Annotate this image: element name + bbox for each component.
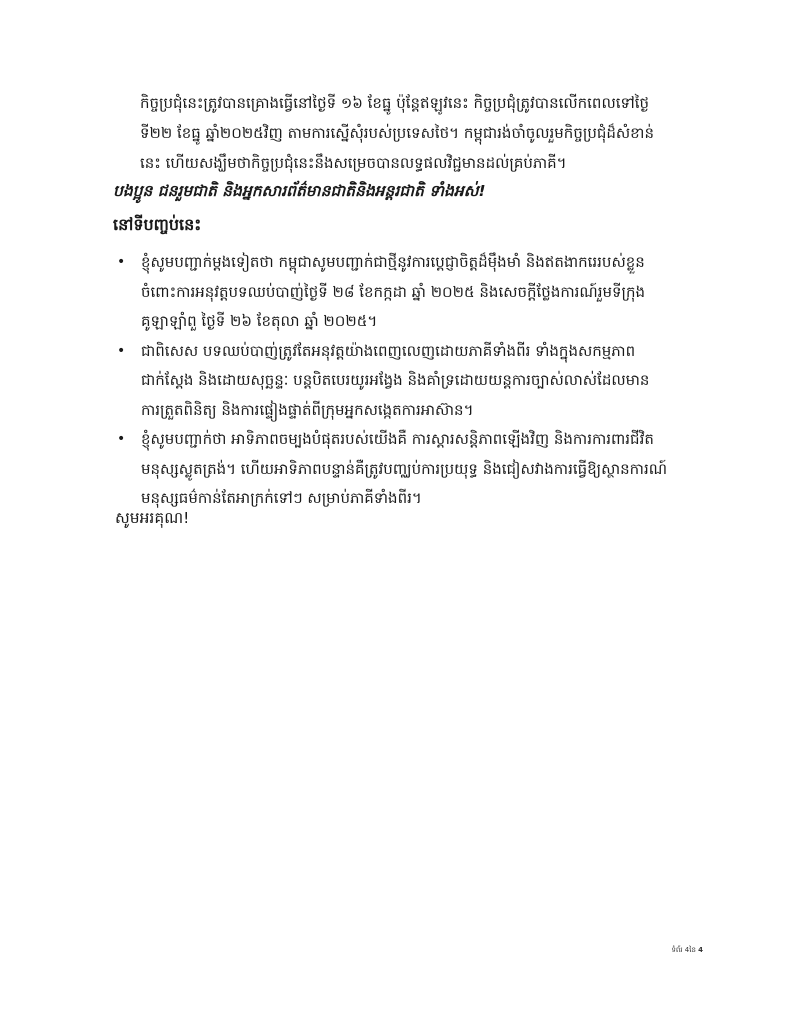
closing-thanks: សូមអរគុណ!	[115, 509, 190, 527]
bullet-item	[113, 337, 718, 426]
bullet-line: គូឡាឡាំពួ ថ្ងៃទី ២៦ ខែតុលា ឆ្នាំ ២០២៥។	[141, 312, 378, 330]
intro-paragraph	[140, 88, 715, 178]
intro-line: កិច្ចប្រជុំនេះត្រូវបានគ្រោងធ្វើនៅថ្ងៃទី ១៦ ខែធ្នូ ប៉ុន្តែឥឡូវនេះ កិច្ចប្រជុំត្រូវបានលើកពេលទៅថ្ងៃ	[140, 94, 650, 112]
bullet-line: ខ្ញុំសូមបញ្ជាក់ថា អាទិភាពចម្បងបំផុតរបស់យើងគឺ ការស្តារសន្តិភាពឡើងវិញ និងការការពារជីវិត	[141, 430, 654, 448]
bullet-line: ជាពិសេស បទឈប់បាញ់ត្រូវតែអនុវត្តយ៉ាងពេញលេញដោយភាគីទាំងពីរ ទាំងក្នុងសកម្មភាព	[141, 341, 636, 360]
page-label: ទំព័រ 4នៃ	[671, 946, 696, 954]
bullet-line: មនុស្សស្លូតត្រង់។ ហើយអាទិភាពបន្ទាន់គឺត្រូវបញ្ឈប់ការប្រយុទ្ធ និងជៀសវាងការធ្វើឱ្យស្ថានការណ៍	[141, 459, 668, 478]
bullet-line: ជាក់ស្តែង និងដោយសុច្ឆន្ទៈ បន្តបិតបេរយូរអង្វែង និងគាំទ្រដោយយន្តការច្បាស់លាស់ដែលមាន	[141, 371, 650, 389]
bullet-item	[113, 425, 718, 514]
page-number: 4	[698, 946, 703, 954]
bullet-list	[113, 248, 718, 514]
bullet-marker-icon: •	[117, 342, 126, 359]
page-footer	[671, 946, 703, 956]
bullet-marker-icon: •	[117, 431, 126, 447]
conclusion-heading: នៅទីបញ្ចប់នេះ	[113, 215, 202, 234]
bullet-marker-icon: •	[117, 254, 126, 270]
salutation-line: បងប្អូន ជនរួមជាតិ និងអ្នកសារព័ត៌មានជាតិនិងអន្តរជាតិ ទាំងអស់!	[113, 182, 486, 200]
bullet-item	[113, 248, 718, 337]
bullet-line: មនុស្សធម៌កាន់តែអាក្រក់ទៅៗ សម្រាប់ភាគីទាំងពីរ។	[141, 489, 422, 507]
bullet-line: ចំពោះការអនុវត្តបទឈប់បាញ់ថ្ងៃទី ២៨ ខែកក្កដា ឆ្នាំ ២០២៥ និងសេចក្តីថ្លែងការណ៍រួមទីក្រុង	[141, 282, 646, 301]
bullet-line: ខ្ញុំសូមបញ្ជាក់ម្តងទៀតថា កម្ពុជាសូមបញ្ជាក់ជាថ្មីនូវការប្តេជ្ញាចិត្តដ៏មុឹងមាំ និងឥតងាករេរបស់ខ្លួន	[141, 253, 645, 271]
intro-line: ទី២២ ខែធ្នូ ឆ្នាំ២០២៥វិញ តាមការស្នើសុំរបស់ប្រទេសថៃ។ កម្ពុជារង់ចាំចូលរួមកិច្ចប្រជុំដ៏សំខាន់	[140, 124, 654, 142]
intro-line: នេះ ហើយសង្ឃឹមថាកិច្ចប្រជុំនេះនឹងសម្រេចបានលទ្ធផលវិជ្ជមានដល់គ្រប់ភាគី។	[140, 154, 567, 172]
bullet-line: ការត្រួតពិនិត្យ និងការផ្ទៀងផ្ទាត់ពីក្រុមអ្នកសង្កេតការអាស៊ាន។	[141, 400, 474, 419]
